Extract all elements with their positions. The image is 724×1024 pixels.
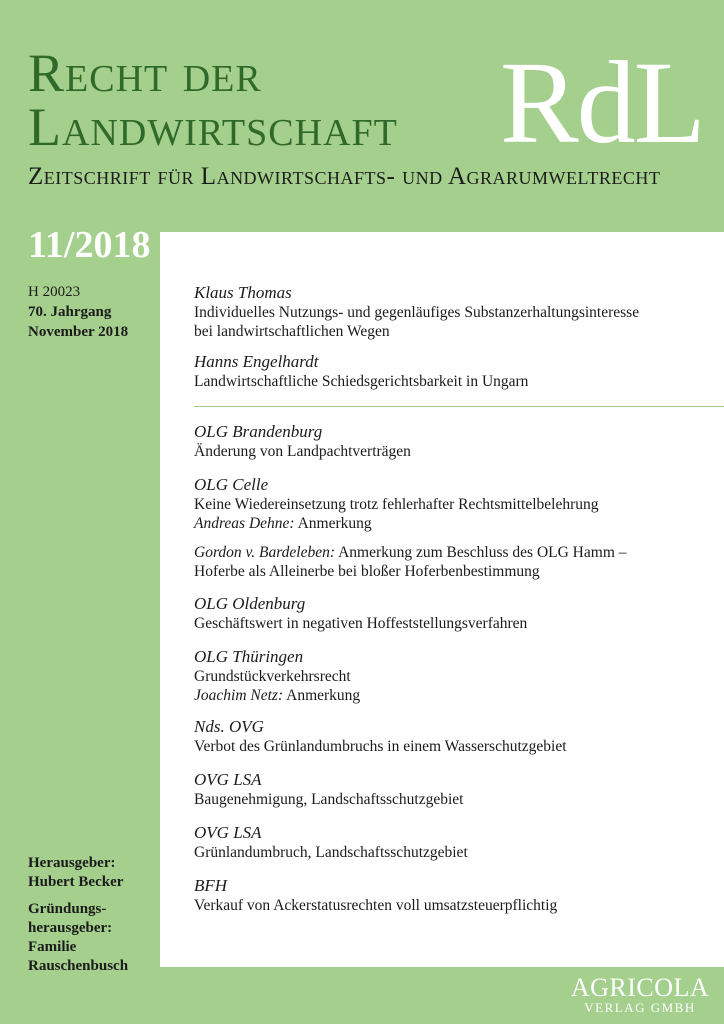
entry-title-line: Grünlandumbruch, Landschaftsschutzgebiet: [194, 844, 468, 861]
entry-title-line: Geschäftswert in negativen Hoffeststellungsverfahren: [194, 615, 528, 632]
note-author: Joachim Netz:: [194, 687, 284, 704]
entry-court: OLG Celle: [194, 475, 269, 494]
contents-entry: [194, 876, 557, 915]
contents-entry: [194, 594, 527, 633]
contents-entry: [194, 283, 639, 341]
contents-entry: [194, 770, 463, 809]
issue-code: H 20023: [28, 284, 81, 300]
journal-logo: RdL: [500, 37, 704, 168]
journal-title-line-1: Recht der: [28, 43, 262, 103]
entry-title-line: Hoferbe als Alleinerbe bei bloßer Hoferbenbestimmung: [194, 563, 540, 580]
entry-author: Hanns Engelhardt: [194, 352, 319, 371]
editor-name: Hubert Becker: [28, 874, 124, 890]
entry-title-line: Grundstückverkehrsrecht: [194, 668, 351, 685]
entry-title-line: Landwirtschaftliche Schiedsgerichtsbarkeit in Ungarn: [194, 373, 529, 390]
founders-label-2: herausgeber:: [28, 920, 113, 936]
contents-entry: [194, 823, 468, 862]
entry-court: OVG LSA: [194, 823, 262, 842]
publisher-logo: [570, 975, 710, 1015]
entry-court: OLG Brandenburg: [194, 422, 323, 441]
entry-court: BFH: [194, 876, 228, 895]
entry-title-line: Keine Wiedereinsetzung trotz fehlerhafter Rechtsmittelbelehrung: [194, 496, 599, 513]
contents-entry: [194, 475, 599, 533]
issue-number: 11/2018: [28, 224, 151, 266]
contents-panel: [160, 232, 724, 967]
note-text: Anmerkung: [283, 687, 361, 704]
entry-court: OLG Oldenburg: [194, 594, 306, 613]
entry-title-line: Verkauf von Ackerstatusrechten voll umsatzsteuerpflichtig: [194, 897, 558, 914]
entry-court: Nds. OVG: [194, 717, 264, 736]
section-divider: [194, 406, 724, 407]
entry-title-line: Verbot des Grünlandumbruchs in einem Wasserschutzgebiet: [194, 738, 567, 755]
contents-entry: [194, 647, 360, 705]
contents-entry: [194, 352, 528, 391]
contents-entry: [194, 422, 411, 461]
entry-title-line: Änderung von Landpachtverträgen: [194, 443, 411, 460]
founders-name-2: Rauschenbusch: [28, 958, 129, 974]
entry-court: OVG LSA: [194, 770, 262, 789]
contents-entry: [194, 717, 567, 756]
entry-author: Klaus Thomas: [194, 283, 292, 302]
journal-subtitle: Zeitschrift für Landwirtschafts- und Agrarumweltrecht: [28, 163, 661, 190]
entry-title-line: Individuelles Nutzungs- und gegenläufiges Substanzerhaltungsinteresse: [194, 304, 640, 321]
founders-label-1: Gründungs-: [28, 901, 107, 917]
note-text: Anmerkung zum Beschluss des OLG Hamm –: [335, 544, 627, 561]
editor-label: Herausgeber:: [28, 855, 116, 871]
issue-meta: [28, 282, 128, 342]
journal-title-line-2: Landwirtschaft: [28, 97, 398, 157]
note-author: Andreas Dehne:: [194, 515, 295, 532]
note-text: Anmerkung: [294, 515, 372, 532]
founders-name-1: Familie: [28, 939, 77, 955]
entry-title-line: bei landwirtschaftlichen Wegen: [194, 323, 390, 340]
issue-volume: 70. Jahrgang: [28, 304, 112, 320]
issue-date: November 2018: [28, 324, 129, 340]
entry-title-line: Baugenehmigung, Landschaftsschutzgebiet: [194, 791, 464, 808]
contents-entry: [194, 543, 627, 581]
entry-court: OLG Thüringen: [194, 647, 304, 666]
publisher-sub: VERLAG GMBH: [584, 1000, 696, 1015]
publisher-name: AGRICOLA: [570, 973, 710, 1002]
editors-block: [28, 854, 128, 976]
note-author: Gordon v. Bardeleben:: [194, 544, 336, 561]
